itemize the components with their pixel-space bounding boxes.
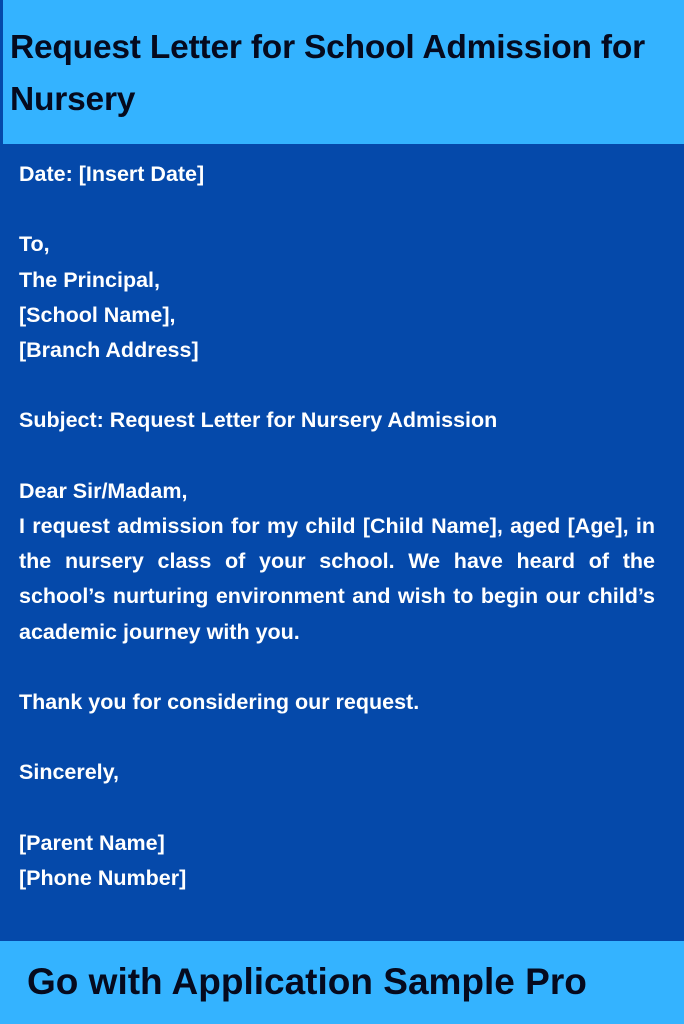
page-title: Request Letter for School Admission for Nursery xyxy=(10,29,645,118)
spacer xyxy=(19,791,655,826)
recipient-block xyxy=(19,227,655,368)
spacer xyxy=(19,192,655,227)
letter-body xyxy=(19,157,655,896)
salutation: Dear Sir/Madam, xyxy=(19,478,188,503)
title-banner xyxy=(0,0,684,144)
signature-block xyxy=(19,826,655,896)
body-paragraph: I request admission for my child [Child Name], aged [Age], in the nursery class of your school. We have heard of the school’s nurturing environment and wish to begin our child’s academic journey with you. xyxy=(19,513,655,644)
phone-number: [Phone Number] xyxy=(19,865,187,890)
recipient-school-name: [School Name], xyxy=(19,302,176,327)
recipient-branch-address: [Branch Address] xyxy=(19,338,199,362)
spacer xyxy=(19,650,655,685)
subject-line: Subject: Request Letter for Nursery Admission xyxy=(19,408,498,433)
parent-name: [Parent Name] xyxy=(19,830,165,855)
thanks-line: Thank you for considering our request. xyxy=(19,689,420,714)
recipient-to: To, xyxy=(19,232,50,257)
footer-text: Go with Application Sample Pro xyxy=(27,961,587,1002)
spacer xyxy=(19,720,655,755)
spacer xyxy=(19,368,655,403)
closing-line: Sincerely, xyxy=(19,760,119,785)
date-line: Date: [Insert Date] xyxy=(19,162,205,186)
recipient-principal: The Principal, xyxy=(19,267,160,292)
spacer xyxy=(19,439,655,474)
footer-banner xyxy=(0,941,684,1024)
